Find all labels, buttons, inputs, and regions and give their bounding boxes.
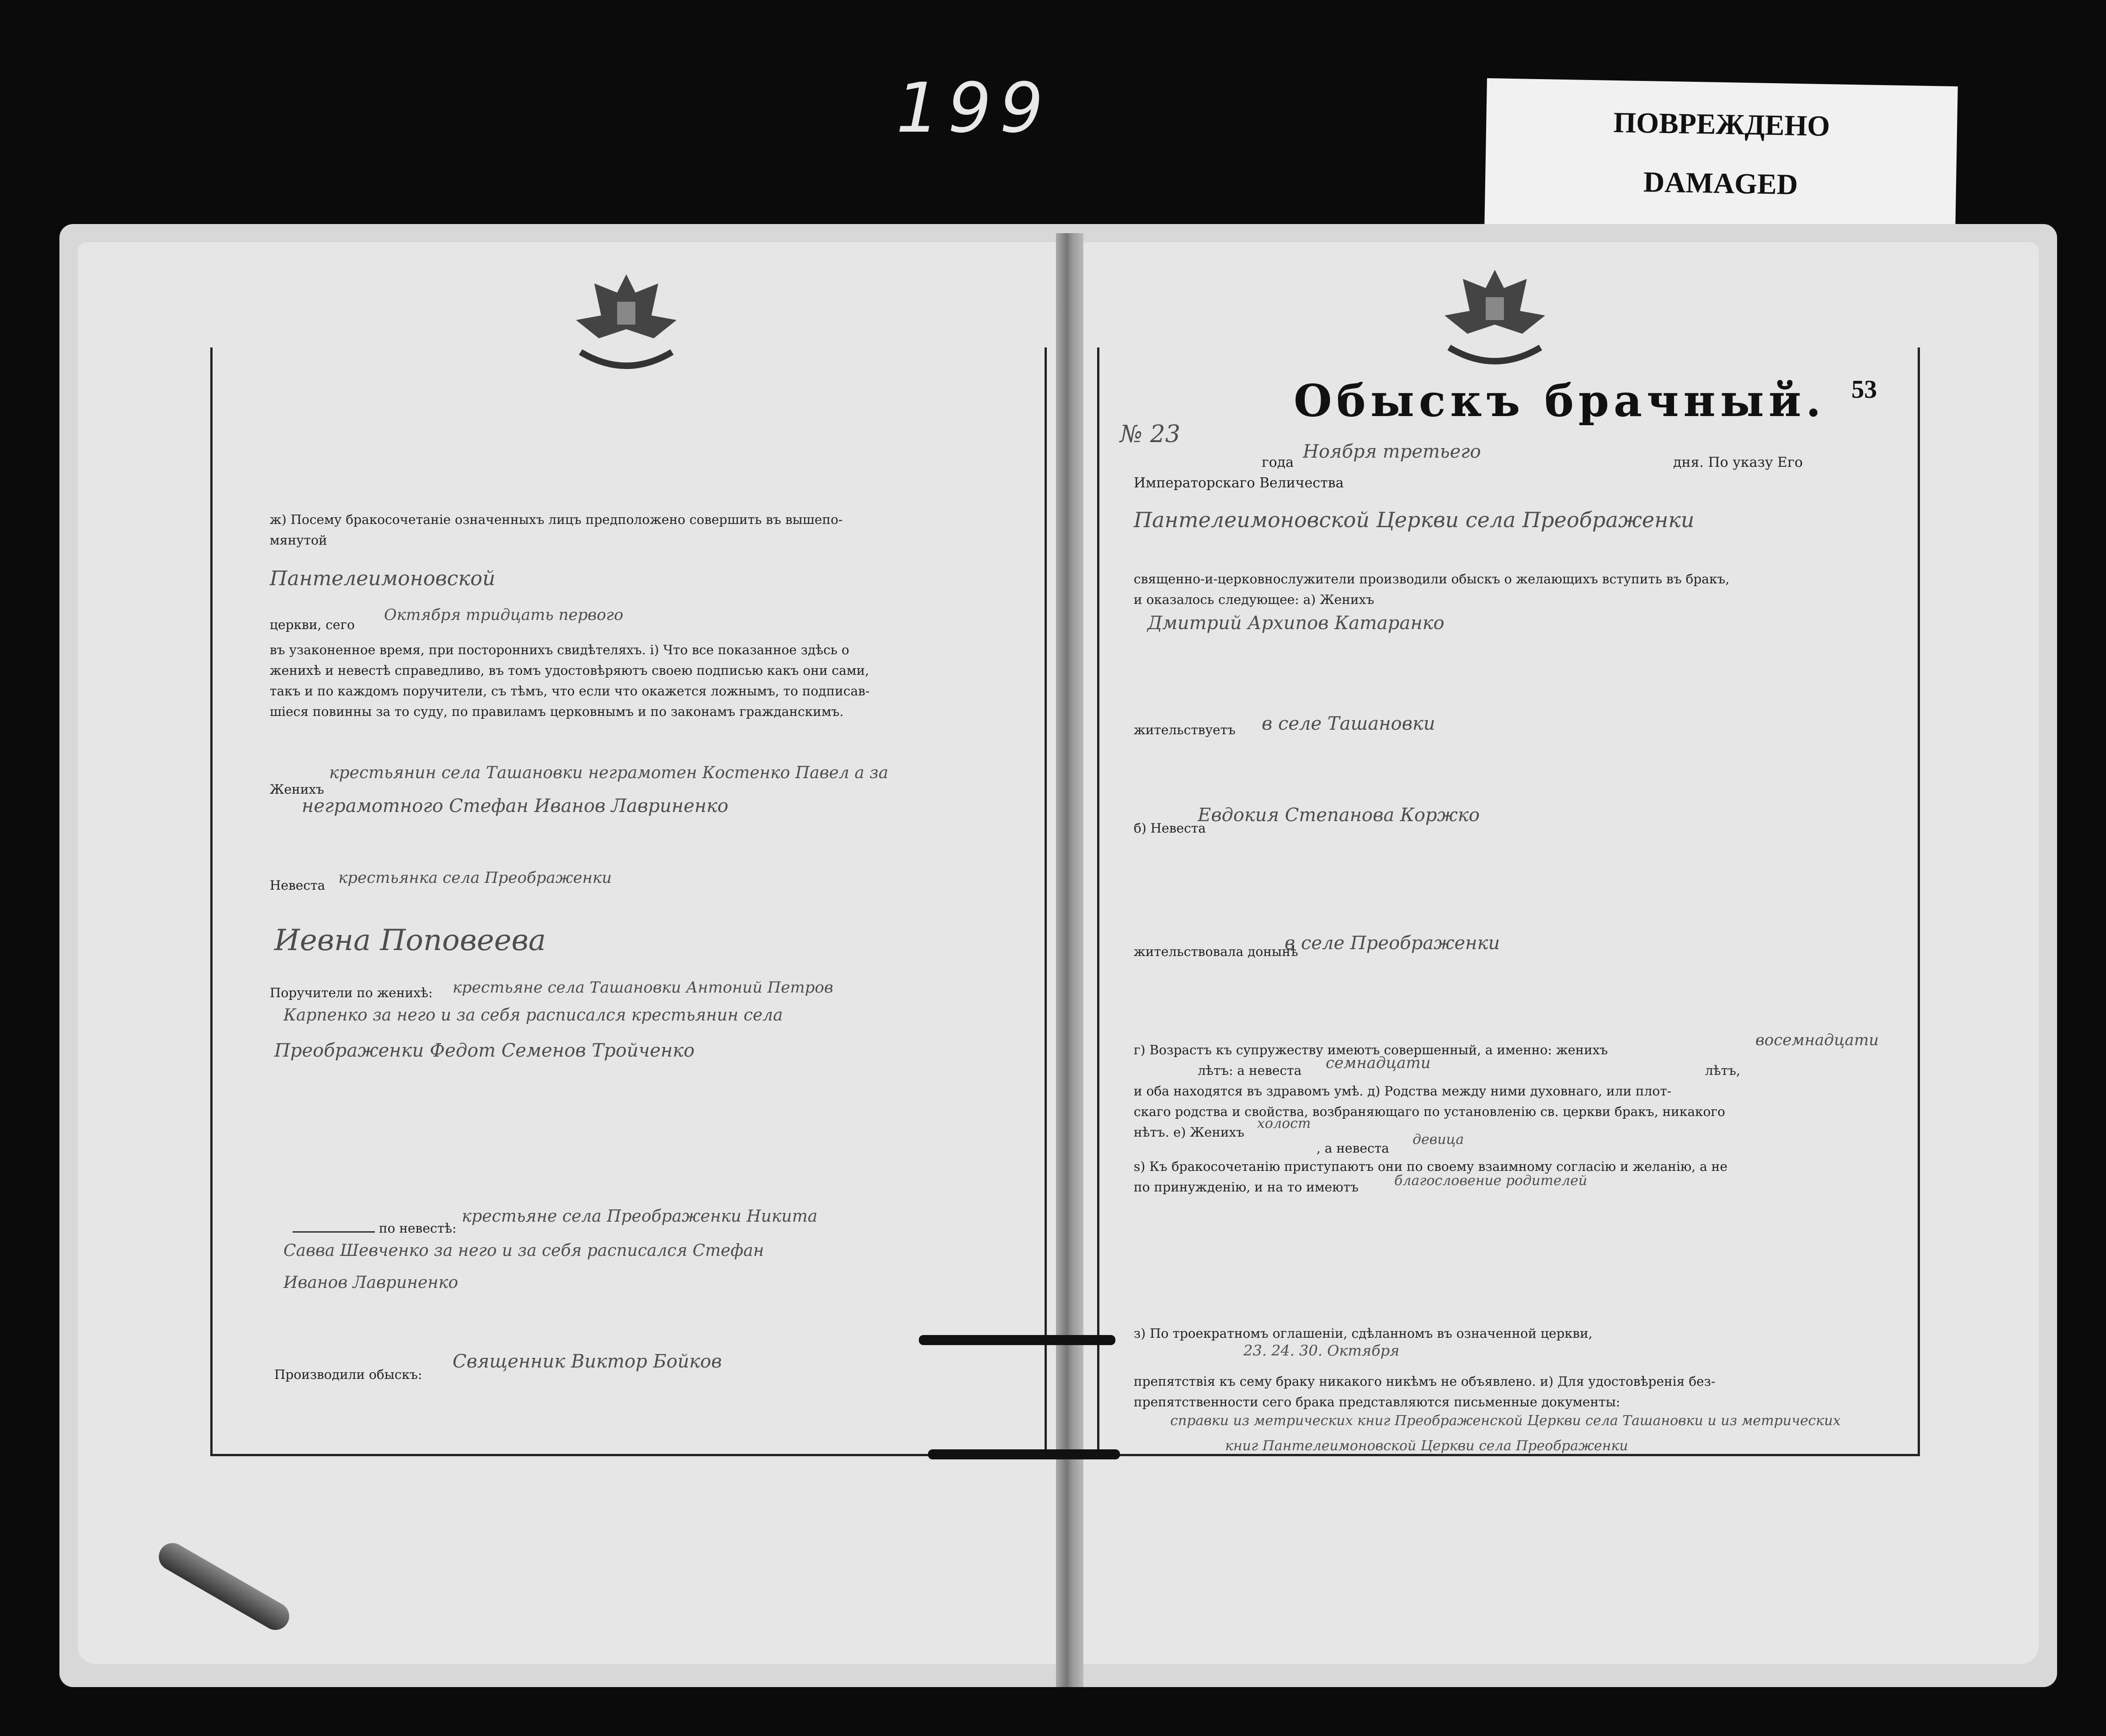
hw-wedding-date: Октября тридцать первого xyxy=(384,606,624,624)
age-line-2: лѣтъ: а невеста xyxy=(1198,1063,1302,1078)
banns-line-2: препятствiя къ сему браку никакого никѣмъ не объявлено. и) Для удостовѣренiя без- xyxy=(1134,1374,1716,1389)
record-number: № 23 xyxy=(1120,421,1180,448)
hw-banns-dates: 23. 24. 30. Октября xyxy=(1243,1342,1400,1359)
label-conducted: Производили обыскъ: xyxy=(274,1367,422,1382)
label-groom-resides: жительствуетъ xyxy=(1134,722,1236,737)
hw-groom-signature-2: неграмотного Стефан Иванов Лавриненко xyxy=(302,796,729,817)
age-line-1-end: лѣтъ, xyxy=(1705,1063,1740,1078)
hw-sureties-groom-1: крестьяне села Ташановки Антоний Петров xyxy=(453,978,833,997)
page-number: 53 xyxy=(1851,375,1877,404)
binding-thread-1 xyxy=(919,1335,1115,1345)
damaged-tag xyxy=(1484,78,1958,237)
label-sureties-groom: Поручители по женихѣ: xyxy=(270,985,433,1000)
oath-line-1: въ узаконенное время, при постороннихъ свидѣтеляхъ. і) Что все показанное здѣсь о xyxy=(270,642,849,657)
hw-documents-1: справки из метрических книг Преображенской Церкви села Ташановки и из метрических xyxy=(1170,1413,1841,1429)
label-year: года xyxy=(1262,454,1294,470)
intro-line-1: ж) Посему бракосочетанiе означенныхъ лицъ предположено совершить въ вышепо- xyxy=(270,512,843,527)
label-bride-sign: Невеста xyxy=(270,878,325,893)
banns-line-3: препятственности сего брака представляются письменные документы: xyxy=(1134,1394,1621,1410)
hw-bride-status: девица xyxy=(1413,1132,1464,1148)
record-title: Обыскъ брачный. xyxy=(1294,375,1826,427)
age-line-3: и оба находятся въ здравомъ умѣ. д) Родства между ними духовнаго, или плот- xyxy=(1134,1084,1672,1099)
book-gutter xyxy=(1056,233,1083,1687)
label-bride-resided: жительствовала донынѣ xyxy=(1134,944,1298,959)
age-line-6: , а невеста xyxy=(1317,1141,1389,1156)
hw-consent: благословение родителей xyxy=(1394,1173,1588,1189)
hw-bride-age: семнадцати xyxy=(1326,1054,1431,1072)
label-sureties-bride xyxy=(293,1218,456,1239)
frame-number: 199 xyxy=(896,69,1052,148)
age-line-5: нѣтъ. е) Женихъ xyxy=(1134,1125,1245,1140)
oath-line-3: такъ и по каждомъ поручители, съ тѣмъ, что если что окажется ложнымъ, то подписав- xyxy=(270,684,870,699)
hw-groom-status: холост xyxy=(1257,1116,1311,1132)
label-majesty: Императорскаго Величества xyxy=(1134,475,1344,491)
blank-line xyxy=(293,1231,375,1233)
label-day: дня. По указу Его xyxy=(1673,454,1803,470)
hw-sureties-bride-3: Иванов Лавриненко xyxy=(283,1273,459,1292)
damaged-tag-en: DAMAGED xyxy=(1643,166,1798,201)
imperial-eagle-emblem-left xyxy=(567,265,686,379)
age-line-1: г) Возрастъ къ супружеству имеютъ совершенный, а именно: женихъ xyxy=(1134,1042,1608,1058)
hw-bride-signature-2: Иевна Поповеева xyxy=(274,924,546,957)
banns-line-1: з) По троекратномъ оглашенiи, сдѣланномъ въ означенной церкви, xyxy=(1134,1326,1593,1341)
consent-line-1: ѕ) Къ бракосочетанiю приступаютъ они по своему взаимному согласiю и желанiю, а не xyxy=(1134,1159,1727,1174)
hw-groom-age: восемнадцати xyxy=(1755,1031,1879,1049)
label-clergy: священно-и-церковнослужители производили обыскъ о желающихъ вступить въ бракъ, xyxy=(1134,572,1730,587)
hw-bride: Евдокия Степанова Коржко xyxy=(1198,805,1480,826)
hw-sureties-bride-1: крестьяне села Преображенки Никита xyxy=(462,1207,818,1226)
intro-line-2: мянутой xyxy=(270,533,327,548)
hw-year: Ноября третьего xyxy=(1303,441,1481,462)
consent-line-2: по принужденiю, и на то имеютъ xyxy=(1134,1180,1359,1195)
hw-left-church: Пантелеимоновской xyxy=(270,567,496,590)
hw-sureties-groom-2: Карпенко за него и за себя расписался крестьянин села xyxy=(283,1006,783,1025)
hw-groom-signature-1: крестьянин села Ташановки неграмотен Костенко Павел а за xyxy=(329,764,889,782)
label-church: церкви, сего xyxy=(270,617,355,632)
hw-groom: Дмитрий Архипов Катаранко xyxy=(1147,613,1445,634)
imperial-eagle-emblem-right xyxy=(1435,261,1554,375)
oath-line-2: женихѣ и невестѣ справедливо, въ томъ удостовѣряютъ своею подписью какъ они сами, xyxy=(270,663,869,678)
label-groom-sign: Женихъ xyxy=(270,782,324,797)
damaged-tag-ru: ПОВРЕЖДЕНО xyxy=(1613,106,1830,143)
hw-bride-signature-1: крестьянка села Преображенки xyxy=(338,869,612,887)
age-line-4: скаго родства и свойства, возбраняющаго по установленiю св. церкви бракъ, никакого xyxy=(1134,1104,1725,1119)
label-found: и оказалось следующее: а) Женихъ xyxy=(1134,592,1375,607)
label-sureties-bride-text: по невестѣ: xyxy=(379,1221,457,1236)
hw-conducted-by: Священник Виктор Бойков xyxy=(453,1351,722,1372)
binding-thread-2 xyxy=(928,1449,1120,1459)
hw-groom-residence: в селе Ташановки xyxy=(1262,713,1435,734)
oath-line-4: шiеся повинны за то суду, по правиламъ церковнымъ и по законамъ гражданскимъ. xyxy=(270,704,844,719)
hw-sureties-bride-2: Савва Шевченко за него и за себя расписался Стефан xyxy=(283,1241,764,1260)
label-bride: б) Невеста xyxy=(1134,821,1206,836)
hw-bride-residence: в селе Преображенки xyxy=(1285,933,1500,954)
hw-church: Пантелеимоновской Церкви села Преображенки xyxy=(1134,507,1695,532)
hw-documents-2: книг Пантелеимоновской Церкви села Преображенки xyxy=(1225,1438,1628,1454)
hw-sureties-groom-3: Преображенки Федот Семенов Тройченко xyxy=(274,1040,695,1061)
